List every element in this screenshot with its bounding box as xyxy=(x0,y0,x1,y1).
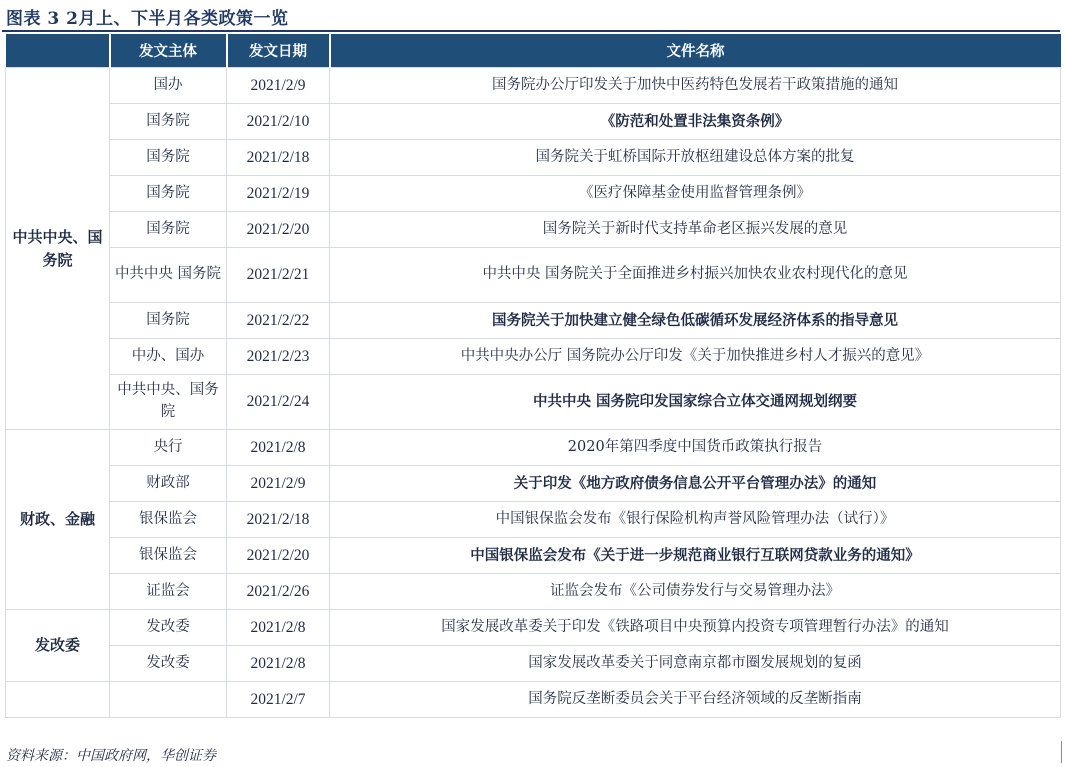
policy-table xyxy=(5,34,1061,718)
table-row xyxy=(6,375,1061,430)
document-title-cell: 关于印发《地方政府债务信息公开平台管理办法》的通知 xyxy=(330,466,1061,502)
date-cell: 2021/2/19 xyxy=(227,176,330,212)
table-row xyxy=(6,502,1061,538)
issuer-cell: 中共中央 国务院 xyxy=(110,248,227,303)
table-row xyxy=(6,430,1061,466)
table-header-row xyxy=(6,34,1061,68)
table-row xyxy=(6,176,1061,212)
issuer-cell: 中办、国办 xyxy=(110,339,227,375)
table-row xyxy=(6,538,1061,574)
date-cell: 2021/2/22 xyxy=(227,303,330,339)
table-row xyxy=(6,646,1061,682)
date-cell: 2021/2/24 xyxy=(227,375,330,430)
issuer-cell: 国务院 xyxy=(110,212,227,248)
table-row xyxy=(6,212,1061,248)
table-row xyxy=(6,574,1061,610)
issuer-cell: 国务院 xyxy=(110,104,227,140)
issuer-cell: 证监会 xyxy=(110,574,227,610)
group-label xyxy=(6,682,110,718)
issuer-cell: 银保监会 xyxy=(110,502,227,538)
group-label: 中共中央、国务院 xyxy=(6,68,110,430)
date-cell: 2021/2/20 xyxy=(227,538,330,574)
source-note: 资料来源：中国政府网，华创证券 xyxy=(6,748,216,764)
page-edge-mark xyxy=(1061,741,1062,763)
issuer-cell: 国务院 xyxy=(110,140,227,176)
document-title-cell: 《医疗保障基金使用监督管理条例》 xyxy=(330,176,1061,212)
date-cell: 2021/2/8 xyxy=(227,430,330,466)
date-cell: 2021/2/8 xyxy=(227,610,330,646)
table-row xyxy=(6,610,1061,646)
document-title-cell: 国务院关于虹桥国际开放枢纽建设总体方案的批复 xyxy=(330,140,1061,176)
document-title-cell: 国家发展改革委关于印发《铁路项目中央预算内投资专项管理暂行办法》的通知 xyxy=(330,610,1061,646)
document-title-cell: 国务院反垄断委员会关于平台经济领域的反垄断指南 xyxy=(330,682,1061,718)
issuer-cell: 国务院 xyxy=(110,303,227,339)
table-row xyxy=(6,248,1061,303)
table-body xyxy=(6,68,1061,718)
date-cell: 2021/2/9 xyxy=(227,466,330,502)
header-group xyxy=(6,34,110,68)
issuer-cell: 财政部 xyxy=(110,466,227,502)
issuer-cell: 中共中央、国务院 xyxy=(110,375,227,430)
table-row xyxy=(6,339,1061,375)
document-title-cell: 中共中央 国务院关于全面推进乡村振兴加快农业农村现代化的意见 xyxy=(330,248,1061,303)
table-row xyxy=(6,140,1061,176)
table-row xyxy=(6,68,1061,104)
document-title-cell: 2020年第四季度中国货币政策执行报告 xyxy=(330,430,1061,466)
header-date: 发文日期 xyxy=(227,34,330,68)
document-title-cell: 中国银保监会发布《银行保险机构声誉风险管理办法（试行）》 xyxy=(330,502,1061,538)
table-row xyxy=(6,682,1061,718)
group-label: 发改委 xyxy=(6,610,110,682)
date-cell: 2021/2/26 xyxy=(227,574,330,610)
document-title-cell: 中共中央 国务院印发国家综合立体交通网规划纲要 xyxy=(330,375,1061,430)
date-cell: 2021/2/18 xyxy=(227,502,330,538)
document-title-cell: 国务院关于新时代支持革命老区振兴发展的意见 xyxy=(330,212,1061,248)
document-title-cell: 《防范和处置非法集资条例》 xyxy=(330,104,1061,140)
issuer-cell: 发改委 xyxy=(110,646,227,682)
issuer-cell: 国办 xyxy=(110,68,227,104)
date-cell: 2021/2/9 xyxy=(227,68,330,104)
group-label: 财政、金融 xyxy=(6,430,110,610)
table-row xyxy=(6,466,1061,502)
date-cell: 2021/2/20 xyxy=(227,212,330,248)
document-title-cell: 国家发展改革委关于同意南京都市圈发展规划的复函 xyxy=(330,646,1061,682)
header-document: 文件名称 xyxy=(330,34,1061,68)
document-title-cell: 中共中央办公厅 国务院办公厅印发《关于加快推进乡村人才振兴的意见》 xyxy=(330,339,1061,375)
date-cell: 2021/2/21 xyxy=(227,248,330,303)
issuer-cell: 银保监会 xyxy=(110,538,227,574)
table-row xyxy=(6,104,1061,140)
document-title-cell: 国务院关于加快建立健全绿色低碳循环发展经济体系的指导意见 xyxy=(330,303,1061,339)
issuer-cell: 央行 xyxy=(110,430,227,466)
date-cell: 2021/2/18 xyxy=(227,140,330,176)
document-title-cell: 国务院办公厅印发关于加快中医药特色发展若干政策措施的通知 xyxy=(330,68,1061,104)
table-row xyxy=(6,303,1061,339)
document-title-cell: 证监会发布《公司债券发行与交易管理办法》 xyxy=(330,574,1061,610)
caption-divider xyxy=(2,30,1060,32)
date-cell: 2021/2/23 xyxy=(227,339,330,375)
date-cell: 2021/2/10 xyxy=(227,104,330,140)
date-cell: 2021/2/7 xyxy=(227,682,330,718)
document-title-cell: 中国银保监会发布《关于进一步规范商业银行互联网贷款业务的通知》 xyxy=(330,538,1061,574)
date-cell: 2021/2/8 xyxy=(227,646,330,682)
issuer-cell: 发改委 xyxy=(110,610,227,646)
header-issuer: 发文主体 xyxy=(110,34,227,68)
issuer-cell xyxy=(110,682,227,718)
issuer-cell: 国务院 xyxy=(110,176,227,212)
figure-caption: 图表 3 2月上、下半月各类政策一览 xyxy=(6,9,289,29)
